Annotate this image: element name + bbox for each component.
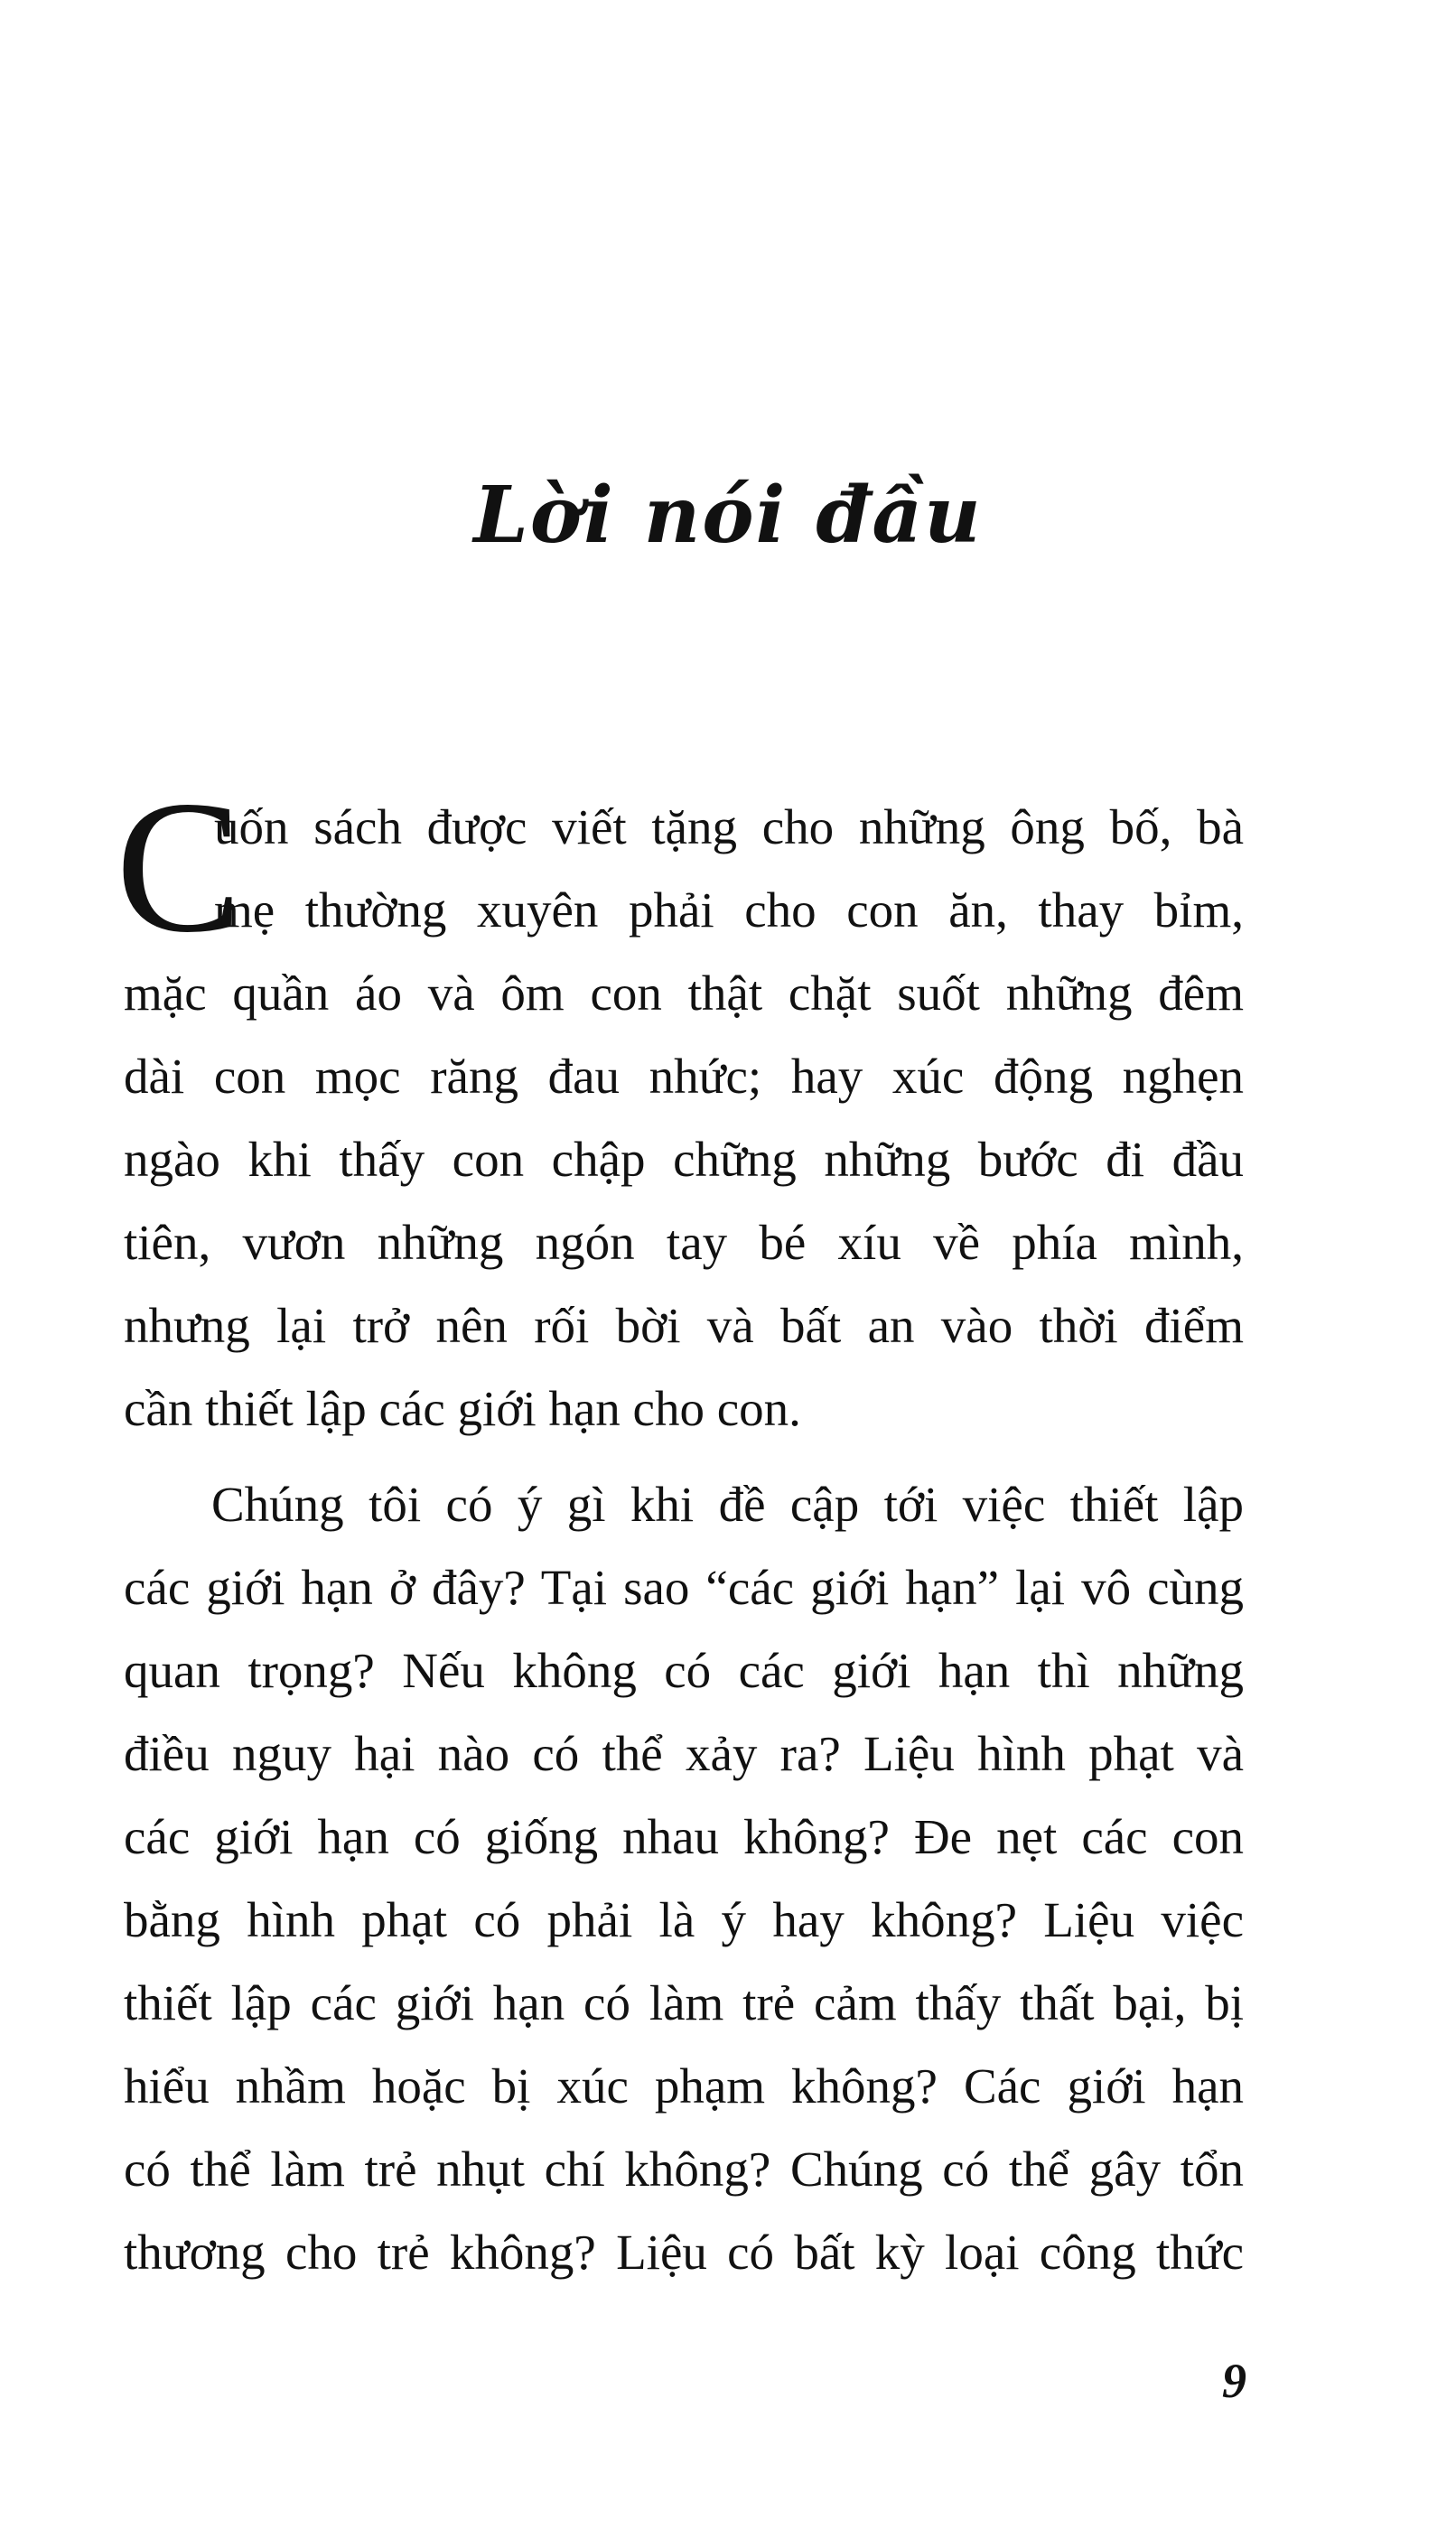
text-line: nhưng lại trở nên rối bời và bất an vào thời điểm xyxy=(124,1298,1244,1353)
text-line: ngào khi thấy con chập chững những bước đi đầu xyxy=(124,1132,1244,1187)
page-number: 9 xyxy=(1222,2354,1246,2408)
text-line: bằng hình phạt có phải là ý hay không? Liệu việc xyxy=(124,1892,1244,1947)
paragraph-1 xyxy=(124,786,1244,1451)
text-line: mẹ thường xuyên phải cho con ăn, thay bỉm, xyxy=(214,882,1244,938)
text-line: các giới hạn có giống nhau không? Đe nẹt các con xyxy=(124,1809,1244,1864)
text-line: mặc quần áo và ôm con thật chặt suốt những đêm xyxy=(124,966,1244,1021)
text-line: uốn sách được viết tặng cho những ông bố, bà xyxy=(214,799,1244,854)
paragraph-2 xyxy=(124,1463,1244,2294)
text-line: dài con mọc răng đau nhức; hay xúc động nghẹn xyxy=(124,1049,1244,1104)
text-line: có thể làm trẻ nhụt chí không? Chúng có thể gây tổn xyxy=(124,2142,1244,2197)
drop-cap: C xyxy=(116,762,243,972)
text-line: hiểu nhầm hoặc bị xúc phạm không? Các giới hạn xyxy=(124,2058,1244,2114)
text-line: thương cho trẻ không? Liệu có bất kỳ loại công thức xyxy=(124,2225,1244,2280)
text-line: Chúng tôi có ý gì khi đề cập tới việc thiết lập xyxy=(211,1477,1244,1532)
text-line: thiết lập các giới hạn có làm trẻ cảm thấy thất bại, bị xyxy=(124,1975,1244,2030)
text-line: các giới hạn ở đây? Tại sao “các giới hạn” lại vô cùng xyxy=(124,1560,1244,1615)
text-line: điều nguy hại nào có thể xảy ra? Liệu hình phạt và xyxy=(124,1726,1244,1781)
text-line: tiên, vươn những ngón tay bé xíu về phía mình, xyxy=(124,1215,1244,1270)
text-line: quan trọng? Nếu không có các giới hạn thì những xyxy=(124,1643,1244,1698)
chapter-title: Lời nói đầu xyxy=(473,470,983,561)
text-line: cần thiết lập các giới hạn cho con. xyxy=(124,1381,801,1436)
